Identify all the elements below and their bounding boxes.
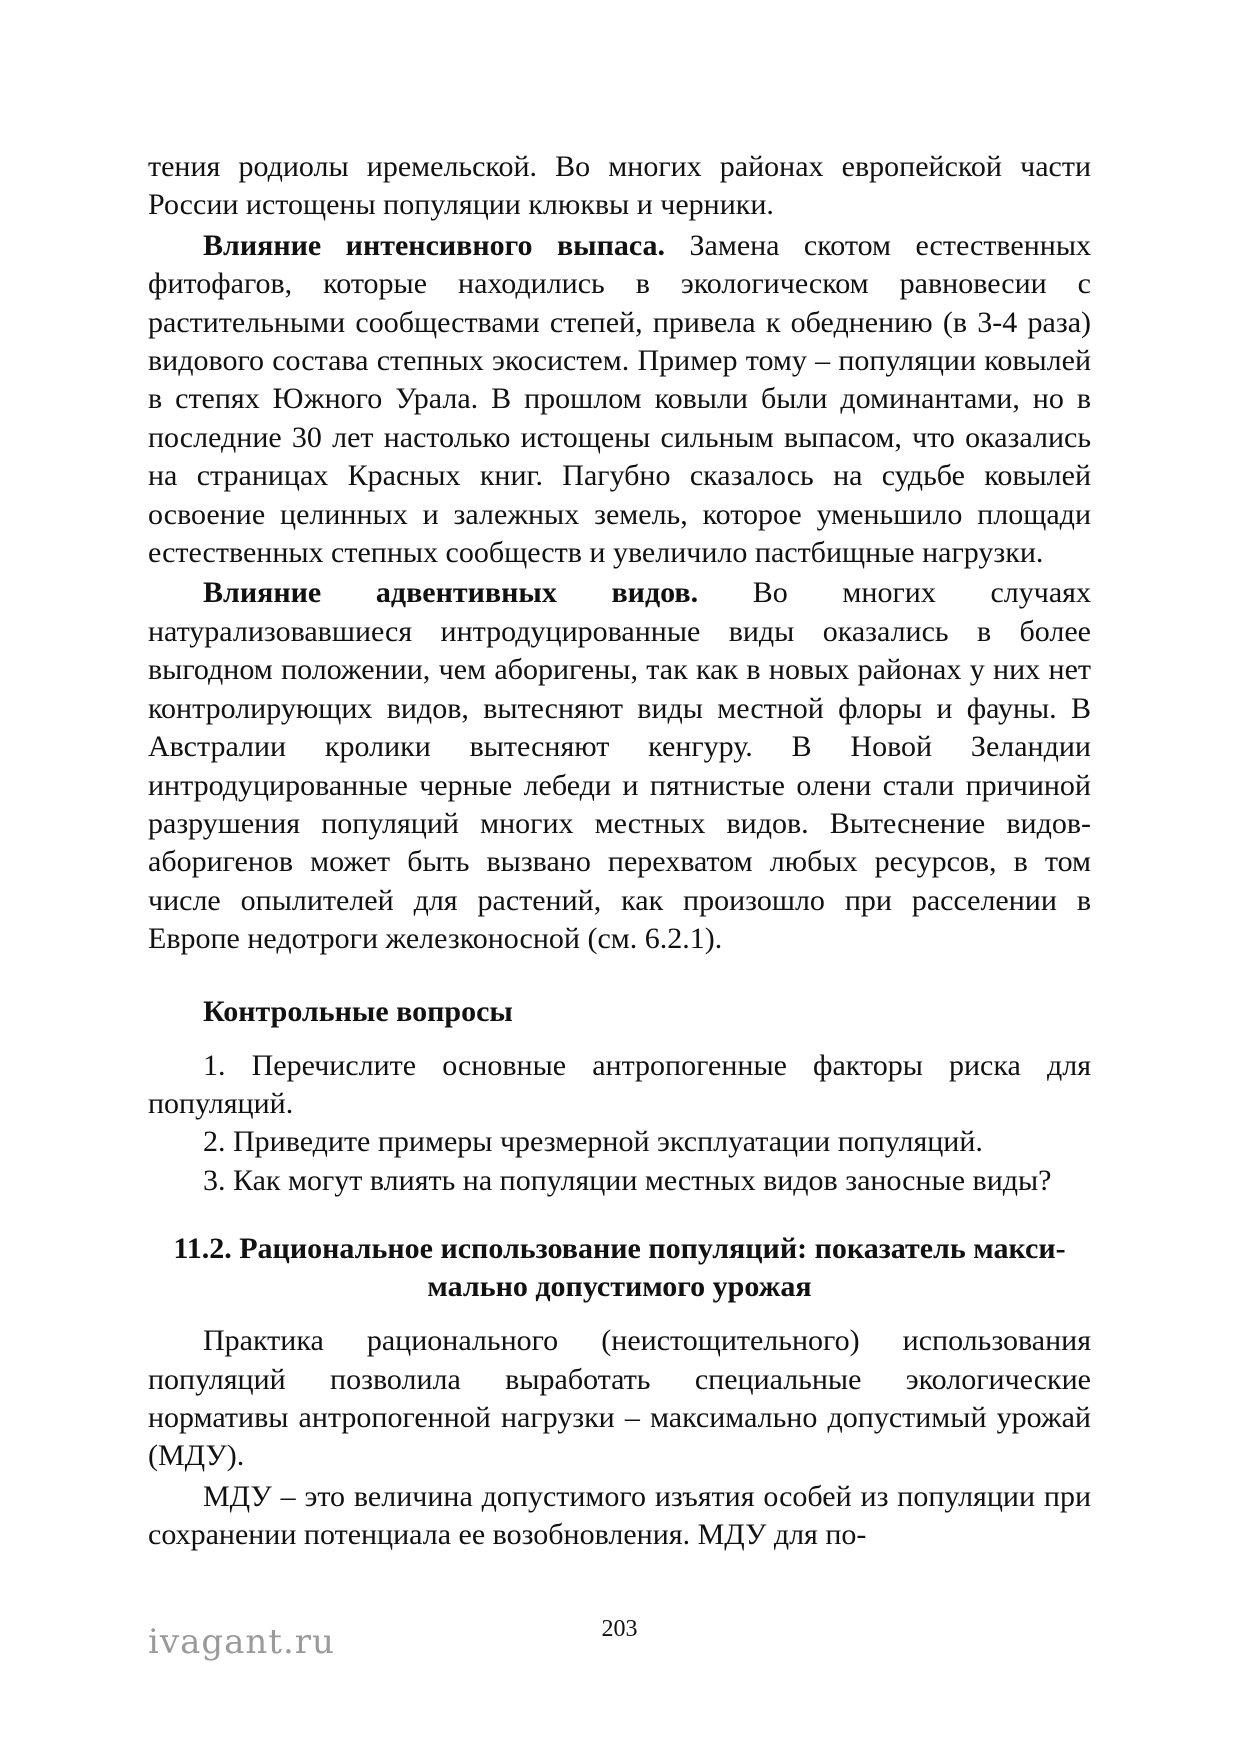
review-questions-list — [148, 1047, 1091, 1201]
review-questions-heading: Контрольные вопросы — [203, 994, 513, 1028]
adventive-text: Во многих случаях натурализовавшиеся интродуцированные виды оказались в более выгодном положении, чем аборигены, так как в новых районах у них нет контролирующих видов, вытесняют виды местной флоры и фауны. В Австралии кролики вытесняют кенгуру. В Новой Зеландии интродуцированные черные лебеди и пятнистые олени стали причиной разрушения популяций многих местных видов. Вытеснение видов-аборигенов может быть вызвано перехватом любых ресурсов, в том числе опылителей для растений, как произошло при расселении в Европе недотроги железконосной (см. 6.2.1). — [148, 576, 1091, 956]
section-heading — [148, 1230, 1091, 1306]
paragraph-mdu-definition: МДУ – это величина допустимого изъятия особей из популяции при сохранении потенциала ее возобновления. МДУ для по- — [148, 1479, 1091, 1552]
grazing-text: Замена скотом естественных фитофагов, которые находились в экологическом равновесии с растительными сообществами степей, привела к обеднению (в 3-4 раза) видового состава степных экосистем. Пример тому – популяции ковылей в степях Южного Урала. В прошлом ковыли были доминантами, но в последние 30 лет настолько истощены сильным выпасом, что оказались на страницах Красных книг. Пагубно сказалось на судьбе ковылей освоение целинных и залежных земель, которое уменьшило площади естественных степных сообществ и увеличило пастбищные нагрузки. — [148, 228, 1091, 570]
paragraph-grazing — [148, 227, 1091, 573]
grazing-run-in-heading: Влияние интенсивного выпаса. — [203, 228, 666, 262]
review-question: 1. Перечислите основные антропогенные факторы риска для популяций. — [148, 1048, 1091, 1120]
paragraph-adventive — [148, 574, 1091, 958]
page-body — [148, 148, 1091, 1555]
paragraph-continuation: тения родиолы иремельской. Во многих районах европейской части России истощены популяции клюквы и черники. — [148, 150, 1091, 222]
section-heading-line-1: 11.2. Рациональное использование популяций: показатель макси- — [173, 1232, 1066, 1266]
review-question: 2. Приведите примеры чрезмерной эксплуатации популяций. — [203, 1125, 983, 1159]
adventive-run-in-heading: Влияние адвентивных видов. — [203, 576, 699, 610]
paragraph-practice: Практика рационального (неистощительного) использования популяций позволила выработать специальные экологические нормативы антропогенной нагрузки – максимально допустимый урожай (МДУ). — [148, 1324, 1091, 1473]
section-heading-line-2: мально допустимого урожая — [427, 1270, 812, 1304]
page-number: 203 — [601, 1616, 638, 1642]
site-watermark: ivagant.ru — [148, 1622, 335, 1662]
review-question: 3. Как могут влиять на популяции местных видов заносные виды? — [203, 1163, 1052, 1197]
